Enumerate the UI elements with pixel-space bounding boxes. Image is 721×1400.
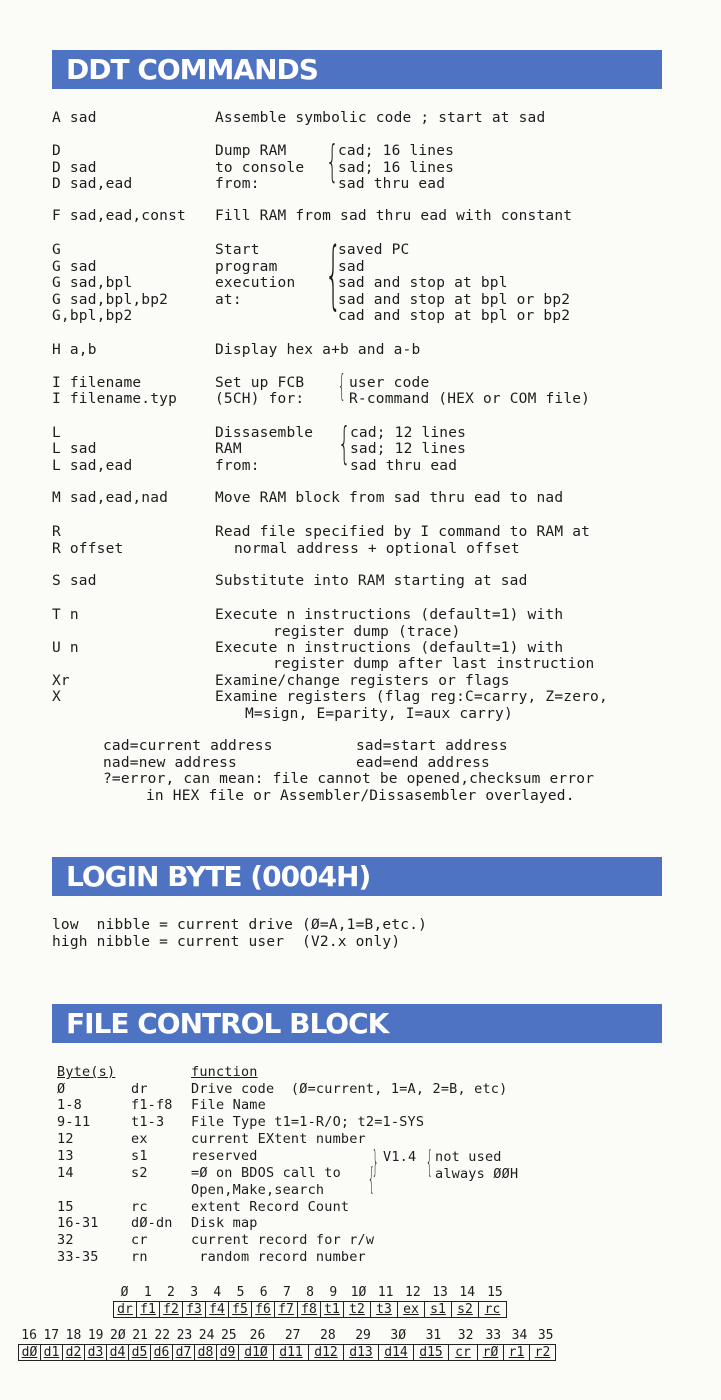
byte-index: 21 — [132, 1328, 148, 1343]
byte-index: 13 — [432, 1285, 448, 1300]
d-command-3: D sad,ead — [52, 176, 133, 192]
fcb-header-bytes: Byte(s) — [57, 1064, 116, 1080]
byte-index: 25 — [220, 1328, 237, 1343]
byte-cell: d12 — [309, 1345, 344, 1360]
l-option-1: cad; 12 lines — [350, 425, 467, 441]
map2-cell-row — [18, 1344, 556, 1361]
fcb-header-function: function — [191, 1064, 258, 1080]
i-command-1: I filename — [52, 375, 142, 391]
l-option-2: sad; 12 lines — [350, 441, 467, 457]
x-desc-1: Examine registers (flag reg:C=carry, Z=zero, — [215, 689, 608, 705]
l-command-2: L sad — [52, 441, 97, 457]
byte-index: 6 — [259, 1285, 268, 1300]
i-option-1: user code — [349, 375, 430, 391]
g-brace: { — [325, 232, 342, 318]
t-desc-1: Execute n instructions (default=1) with — [215, 607, 564, 623]
g-command-1: G — [52, 242, 61, 258]
d-option-3: sad thru ead — [338, 176, 446, 192]
byte-index: 1Ø — [350, 1285, 367, 1300]
fcb-row-field: cr — [131, 1232, 148, 1248]
fcb-row-byte: 15 — [57, 1199, 74, 1215]
g-command-5: G,bpl,bp2 — [52, 308, 133, 324]
fcb-v14-label: V1.4 — [383, 1149, 417, 1165]
r-command-1: R — [52, 524, 61, 540]
l-desc-3: from: — [215, 458, 260, 474]
byte-cell: dØ — [19, 1345, 41, 1360]
byte-cell: d14 — [379, 1345, 414, 1360]
fcb-row-byte: 16-31 — [57, 1215, 99, 1231]
byte-cell: d6 — [151, 1345, 173, 1360]
d-desc-2: to console — [215, 160, 305, 176]
l-desc-2: RAM — [215, 441, 242, 457]
login-low-nibble: low nibble = current drive (Ø=A,1=B,etc.) — [52, 917, 428, 933]
i-brace: { — [338, 369, 346, 404]
fcb-row-desc: Disk map — [191, 1215, 258, 1231]
fcb-brace-lower: { — [368, 1162, 375, 1197]
byte-cell: s2 — [452, 1302, 479, 1317]
byte-index: 2 — [167, 1285, 175, 1300]
byte-cell: t3 — [371, 1302, 398, 1317]
fcb-row-byte: 1-8 — [57, 1097, 82, 1113]
g-option-3: sad and stop at bpl — [338, 275, 508, 291]
fcb-brace-right: { — [426, 1145, 433, 1180]
fcb-brace-left: } — [372, 1145, 379, 1180]
byte-index: 11 — [377, 1285, 394, 1300]
x-command: X — [52, 689, 61, 705]
byte-index: 5 — [236, 1285, 245, 1300]
byte-cell: f1 — [137, 1302, 160, 1317]
byte-index: 22 — [154, 1328, 171, 1343]
g-option-4: sad and stop at bpl or bp2 — [338, 292, 571, 308]
fcb-row-byte: 9-11 — [57, 1114, 91, 1130]
fcb-row-byte: Ø — [57, 1081, 66, 1097]
byte-index: 7 — [282, 1285, 291, 1300]
fcb-row-byte: 33-35 — [57, 1249, 99, 1265]
l-brace: { — [338, 418, 351, 469]
fcb-row-desc: =Ø on BDOS call to — [191, 1165, 341, 1181]
byte-cell: d13 — [344, 1345, 379, 1360]
byte-index: 23 — [176, 1328, 193, 1343]
d-option-2: sad; 16 lines — [338, 160, 455, 176]
t-command: T n — [52, 607, 79, 623]
byte-cell: r1 — [504, 1345, 530, 1360]
byte-cell: f5 — [229, 1302, 252, 1317]
a-command: A sad — [52, 110, 97, 126]
f-description: Fill RAM from sad thru ead with constant — [215, 208, 573, 224]
byte-cell: dr — [114, 1302, 137, 1317]
byte-index: 24 — [198, 1328, 215, 1343]
l-option-3: sad thru ead — [350, 458, 458, 474]
byte-index: 26 — [249, 1328, 266, 1343]
byte-cell: d1Ø — [239, 1345, 274, 1360]
login-high-nibble: high nibble = current user (V2.x only) — [52, 934, 401, 950]
fcb-row-field: s2 — [131, 1165, 148, 1181]
d-desc-3: from: — [215, 176, 260, 192]
byte-index: 33 — [485, 1328, 502, 1343]
byte-index: 8 — [306, 1285, 314, 1300]
byte-cell: t2 — [344, 1302, 371, 1317]
l-desc-1: Dissasemble — [215, 425, 314, 441]
i-command-2: I filename.typ — [52, 391, 178, 407]
h-description: Display hex a+b and a-b — [215, 342, 421, 358]
byte-cell: cr — [449, 1345, 478, 1360]
byte-cell: f4 — [206, 1302, 229, 1317]
fcb-row-desc: File Type t1=1-R/O; t2=1-SYS — [191, 1114, 425, 1130]
legend-nad: nad=new address — [103, 755, 237, 771]
g-option-5: cad and stop at bpl or bp2 — [338, 308, 571, 324]
byte-index: 3Ø — [390, 1328, 407, 1343]
map1-index-row — [113, 1285, 509, 1300]
byte-index: 14 — [459, 1285, 476, 1300]
s-command: S sad — [52, 573, 97, 589]
fcb-title: FILE CONTROL BLOCK — [66, 1007, 389, 1040]
byte-index: Ø — [120, 1285, 129, 1300]
u-command: U n — [52, 640, 79, 656]
byte-cell: f8 — [298, 1302, 321, 1317]
byte-cell: d4 — [107, 1345, 129, 1360]
byte-cell: d11 — [274, 1345, 309, 1360]
g-desc-2: program — [215, 259, 278, 275]
m-description: Move RAM block from sad thru ead to nad — [215, 490, 564, 506]
i-desc-2: (5CH) for: — [215, 391, 305, 407]
byte-index: 35 — [537, 1328, 554, 1343]
byte-cell: d3 — [85, 1345, 107, 1360]
byte-index: 3 — [190, 1285, 199, 1300]
byte-index: 9 — [329, 1285, 338, 1300]
byte-cell: f6 — [252, 1302, 275, 1317]
r-desc-2: normal address + optional offset — [234, 541, 520, 557]
fcb-row-desc: Open,Make,search — [191, 1182, 325, 1198]
xr-description: Examine/change registers or flags — [215, 673, 510, 689]
ddt-commands-title: DDT COMMANDS — [66, 53, 318, 86]
i-desc-1: Set up FCB — [215, 375, 305, 391]
byte-cell: f2 — [160, 1302, 183, 1317]
d-desc-1: Dump RAM — [215, 143, 287, 159]
fcb-banner — [52, 1004, 662, 1043]
u-desc-2: register dump after last instruction — [273, 656, 595, 672]
legend-sad: sad=start address — [356, 738, 508, 754]
m-command: M sad,ead,nad — [52, 490, 169, 506]
legend-error-2: in HEX file or Assembler/Dissasembler overlayed. — [146, 788, 575, 804]
fcb-row-desc: current record for r/w — [191, 1232, 375, 1248]
byte-index: 28 — [320, 1328, 336, 1343]
byte-index: 17 — [43, 1328, 60, 1343]
byte-index: 27 — [284, 1328, 301, 1343]
fcb-row-field: rc — [131, 1199, 148, 1215]
fcb-row-desc: current EXtent number — [191, 1131, 366, 1147]
fcb-row-byte: 13 — [57, 1148, 74, 1164]
r-command-2: R offset — [52, 541, 124, 557]
fcb-row-byte: 14 — [57, 1165, 74, 1181]
l-command-3: L sad,ead — [52, 458, 133, 474]
fcb-row-byte: 32 — [57, 1232, 74, 1248]
fcb-row-desc: File Name — [191, 1097, 266, 1113]
legend-error-1: ?=error, can mean: file cannot be opened,checksum error — [103, 771, 595, 787]
l-command-1: L — [52, 425, 61, 441]
fcb-row-byte: 12 — [57, 1131, 74, 1147]
h-command: H a,b — [52, 342, 97, 358]
byte-cell: d15 — [414, 1345, 449, 1360]
fcb-row-field: dr — [131, 1081, 148, 1097]
byte-cell: rØ — [478, 1345, 504, 1360]
fcb-not-used: not used — [435, 1149, 502, 1165]
byte-cell: f7 — [275, 1302, 298, 1317]
byte-cell: s1 — [425, 1302, 452, 1317]
fcb-row-field: t1-3 — [131, 1114, 165, 1130]
d-command-1: D — [52, 143, 61, 159]
byte-cell: d2 — [63, 1345, 85, 1360]
byte-cell: ex — [398, 1302, 425, 1317]
g-command-4: G sad,bpl,bp2 — [52, 292, 169, 308]
g-desc-1: Start — [215, 242, 260, 258]
byte-index: 34 — [511, 1328, 528, 1343]
byte-index: 2Ø — [110, 1328, 126, 1343]
fcb-row-desc: extent Record Count — [191, 1199, 350, 1215]
fcb-row-desc: random record number — [191, 1249, 366, 1265]
fcb-row-field: dØ-dn — [131, 1215, 173, 1231]
byte-cell: t1 — [321, 1302, 344, 1317]
s-description: Substitute into RAM starting at sad — [215, 573, 528, 589]
byte-index: 12 — [405, 1285, 421, 1300]
i-option-2: R-command (HEX or COM file) — [349, 391, 591, 407]
byte-index: 19 — [87, 1328, 104, 1343]
byte-index: 29 — [355, 1328, 371, 1343]
fcb-row-desc: reserved — [191, 1148, 258, 1164]
byte-cell: d1 — [41, 1345, 63, 1360]
byte-cell: d8 — [195, 1345, 217, 1360]
fcb-row-field: s1 — [131, 1148, 148, 1164]
f-command: F sad,ead,const — [52, 208, 186, 224]
g-desc-3: execution — [215, 275, 296, 291]
byte-cell: d9 — [217, 1345, 239, 1360]
byte-cell: f3 — [183, 1302, 206, 1317]
g-option-1: saved PC — [338, 242, 410, 258]
byte-cell: d5 — [129, 1345, 151, 1360]
t-desc-2: register dump (trace) — [273, 624, 461, 640]
byte-index: 4 — [213, 1285, 222, 1300]
legend-ead: ead=end address — [356, 755, 490, 771]
byte-index: 31 — [425, 1328, 442, 1343]
login-byte-title: LOGIN BYTE (0004H) — [66, 860, 371, 893]
u-desc-1: Execute n instructions (default=1) with — [215, 640, 564, 656]
login-byte-banner — [52, 857, 662, 896]
a-description: Assemble symbolic code ; start at sad — [215, 110, 546, 126]
d-brace: { — [326, 136, 339, 187]
byte-index: 16 — [21, 1328, 37, 1343]
map1-cell-row — [113, 1301, 507, 1318]
byte-cell: r2 — [534, 1345, 551, 1360]
legend-cad: cad=current address — [103, 738, 273, 754]
fcb-row-field: f1-f8 — [131, 1097, 173, 1113]
fcb-always: always ØØH — [435, 1166, 519, 1182]
byte-index: 32 — [457, 1328, 474, 1343]
x-desc-2: M=sign, E=parity, I=aux carry) — [245, 706, 513, 722]
d-command-2: D sad — [52, 160, 97, 176]
g-command-3: G sad,bpl — [52, 275, 133, 291]
g-desc-4: at: — [215, 292, 242, 308]
g-command-2: G sad — [52, 259, 97, 275]
r-desc-1: Read file specified by I command to RAM at — [215, 524, 591, 540]
byte-index: 18 — [65, 1328, 82, 1343]
byte-index: 15 — [487, 1285, 503, 1300]
xr-command: Xr — [52, 673, 70, 689]
g-option-2: sad — [338, 259, 365, 275]
fcb-row-field: rn — [131, 1249, 148, 1265]
ddt-commands-banner — [52, 50, 662, 89]
fcb-row-field: ex — [131, 1131, 148, 1147]
byte-cell: rc — [484, 1302, 501, 1317]
fcb-row-desc: Drive code (Ø=current, 1=A, 2=B, etc) — [191, 1081, 508, 1097]
map2-index-row — [18, 1328, 559, 1343]
byte-index: 1 — [143, 1285, 152, 1300]
byte-cell: d7 — [173, 1345, 195, 1360]
d-option-1: cad; 16 lines — [338, 143, 455, 159]
